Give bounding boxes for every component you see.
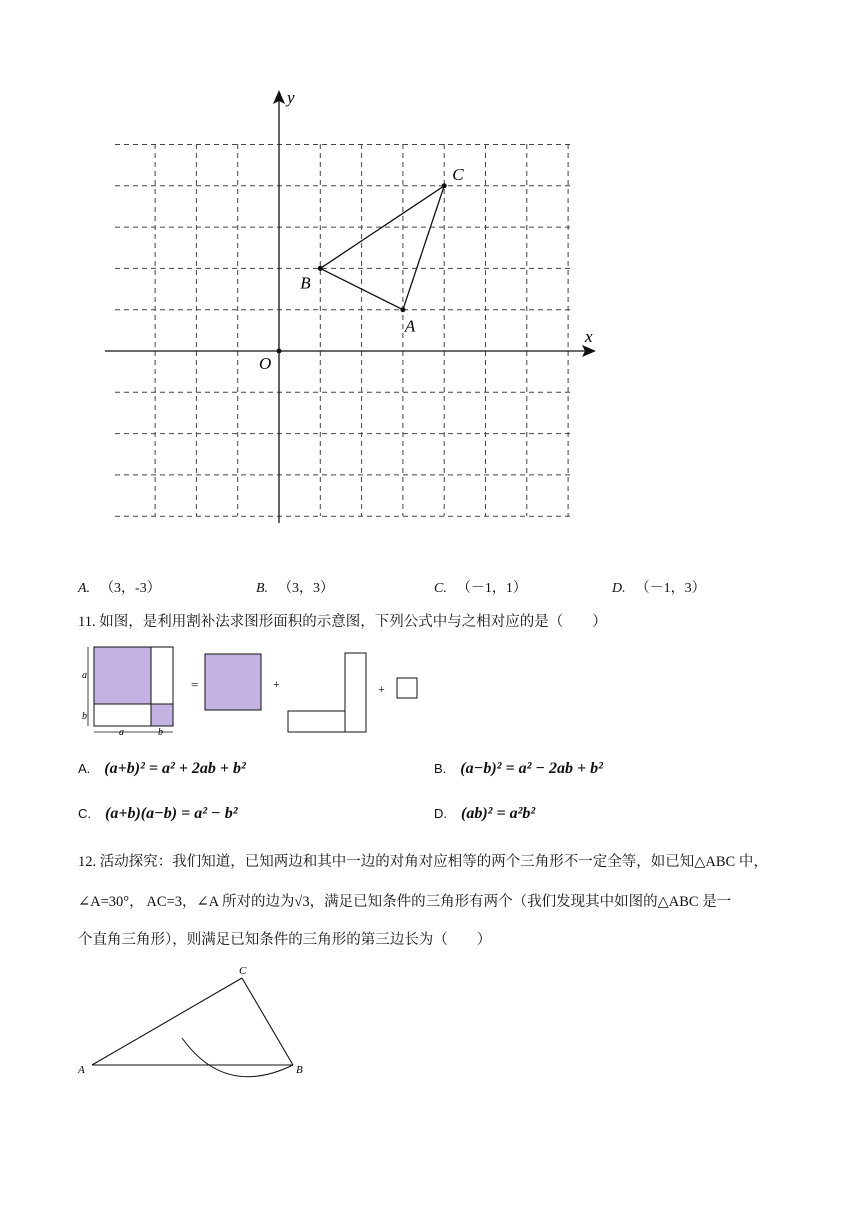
q11-stem: 11. 如图，是利用割补法求图形面积的示意图，下列公式中与之相对应的是（ ） <box>78 614 607 630</box>
option-formula: (a−b)² = a² − 2ab + b² <box>460 760 603 777</box>
q10-option-c[interactable] <box>434 577 527 597</box>
q12-line-3: 个直角三角形），则满足已知条件的三角形的第三边长为（ ） <box>78 932 492 948</box>
q11-option-b[interactable] <box>434 760 603 778</box>
option-formula: (ab)² = a²b² <box>461 805 536 822</box>
label-b-vertical: b <box>82 711 87 722</box>
equals-sign: = <box>191 677 199 692</box>
label-a-vertical: a <box>82 670 87 681</box>
option-text: （3，3） <box>278 581 335 596</box>
q11-option-a[interactable] <box>78 760 246 778</box>
vertex-a-label: A <box>78 1064 85 1076</box>
small-square-b <box>151 704 173 726</box>
triangle-abc <box>320 186 444 310</box>
rectangle-horizontal <box>288 711 345 732</box>
point-c-label: C <box>452 164 464 184</box>
vertex-b-label: B <box>296 1064 303 1076</box>
option-letter: B. <box>256 581 269 596</box>
point-b-label: B <box>300 273 311 293</box>
point-c <box>442 183 447 188</box>
option-text: （－1，1） <box>456 581 527 596</box>
square-b <box>397 678 417 698</box>
y-axis-label: y <box>287 88 295 107</box>
rectangle-vertical <box>345 653 366 732</box>
plus-sign-2: + <box>378 682 385 696</box>
option-letter: C. <box>434 581 447 596</box>
option-letter: A. <box>78 761 91 776</box>
option-formula: (a+b)(a−b) = a² − b² <box>105 805 238 822</box>
point-a-label: A <box>404 316 416 336</box>
label-b-horizontal: b <box>158 727 163 738</box>
option-formula: (a+b)² = a² + 2ab + b² <box>104 760 246 777</box>
side-ac <box>92 978 242 1065</box>
option-text: （－1，3） <box>635 581 706 596</box>
option-letter: A. <box>78 581 91 596</box>
arc <box>182 1038 293 1077</box>
q10-option-a[interactable] <box>78 577 161 597</box>
plus-sign-1: + <box>273 677 280 691</box>
point-b <box>318 266 323 271</box>
option-letter: C. <box>78 806 91 821</box>
option-letter: D. <box>612 581 626 596</box>
q11-option-c[interactable] <box>78 805 238 823</box>
origin-label: O <box>259 354 272 373</box>
q11-figure <box>70 640 430 740</box>
square-a <box>205 654 261 710</box>
x-axis-label: x <box>585 327 593 346</box>
option-letter: D. <box>434 806 447 821</box>
q12-line-2: ∠A=30°， AC=3，∠A 所对的边为√3，满足已知条件的三角形有两个（我们发现其中如图的△ABC 是一 <box>78 894 732 910</box>
option-text: （3，-3） <box>100 581 161 596</box>
label-a-horizontal: a <box>119 727 124 738</box>
vertex-c-label: C <box>239 965 247 977</box>
q10-option-b[interactable] <box>256 577 334 597</box>
big-square-a <box>94 647 151 704</box>
q11-option-d[interactable] <box>434 805 535 823</box>
q12-line-1: 12. 活动探究：我们知道，已知两边和其中一边的对角对应相等的两个三角形不一定全等，如已知△ABC 中， <box>78 854 768 870</box>
q12-triangle-figure <box>70 960 330 1085</box>
side-cb <box>242 978 293 1065</box>
option-letter: B. <box>434 761 447 776</box>
q10-option-d[interactable] <box>612 577 706 597</box>
coordinate-grid-figure <box>0 0 868 540</box>
point-a <box>400 307 405 312</box>
origin-dot <box>277 349 282 354</box>
